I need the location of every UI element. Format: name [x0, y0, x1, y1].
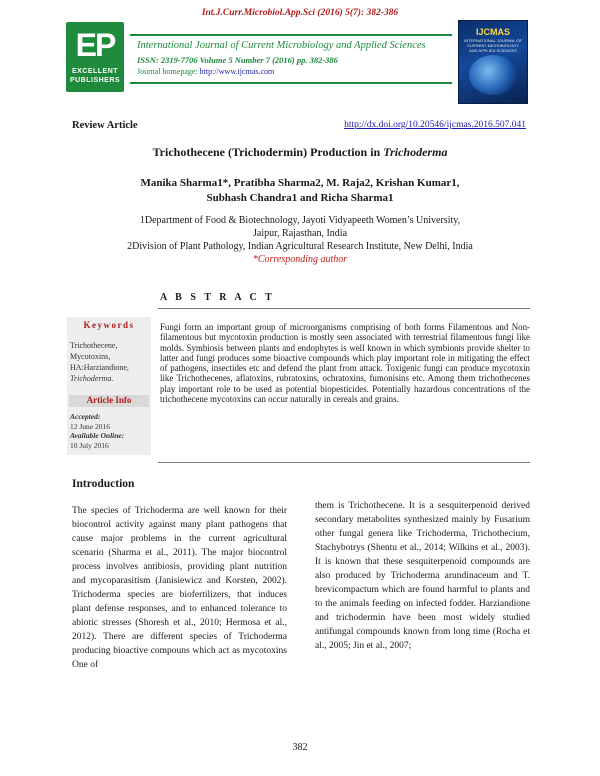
publisher-logo: [66, 22, 124, 92]
title-italic: Trichoderma: [383, 145, 448, 159]
keyword-item: Trichothecene,: [70, 341, 118, 350]
header-rule-top: [130, 34, 452, 36]
title-main: Trichothecene (Trichodermin) Production in: [152, 145, 384, 159]
cover-title: IJCMAS: [475, 27, 510, 37]
keywords-list: [70, 340, 150, 384]
abstract-heading: A B S T R A C T: [160, 292, 275, 303]
keyword-item: Trichoderma.: [70, 374, 114, 383]
logo-line-publishers: PUBLISHERS: [69, 77, 121, 84]
intro-paragraph-right: them is Trichothecene. It is a sesquiterpenoid derived secondary metabolites synthesized mainly by Fusarium other fungal genera like Trichoderma, Trichothecium, Stachybotrys (Shentu et al., 2014; Wilkins et al., 2003). It is known that these sesquiterpenoid compounds are also produced by Trichoderma arundinaceum and T. brevicompactum which are found harmful to plants and to the animals feeding on infected fodder. Harziandione and trichodermin have been most widely studied antifungal compounds known from long time (Rocha et al., 2005; Jin et al., 2007;: [315, 501, 530, 651]
article-info-body: [70, 412, 150, 450]
affiliations: [0, 214, 600, 266]
article-type: Review Article: [72, 120, 138, 131]
journal-homepage: [137, 67, 274, 76]
available-online-date: 10 July 2016: [70, 440, 109, 450]
article-info-heading: Article Info: [69, 395, 149, 407]
paper-title: [0, 145, 600, 160]
abstract-rule-top: [158, 308, 530, 309]
journal-reference: Int.J.Curr.Microbiol.App.Sci (2016) 5(7): 382-386: [201, 8, 399, 18]
keywords-heading: Keywords: [83, 320, 135, 330]
keyword-item: Mycotoxins,: [70, 352, 111, 361]
accepted-label: Accepted:: [70, 412, 101, 421]
keywords-sidebar: [67, 317, 151, 455]
intro-paragraph-left: The species of Trichoderma are well known for their biocontrol activity against many plant pathogens that cause major problems in the current agricultural scenario (Sharma et al., 2011). The major biocontrol process involves antibiosis, providing plant nutrition and mycoparasitism (Janisiewicz and Korsten, 2002). Trichoderma species are biofertilizers, that induces plant defense responses, and to enhanced tolerance to abiotic stresses (Shoresh et al., 2010; Hermosa et al., 2012). There are different species of Trichoderma producing bioactive compouns which act as mycotoxins One of: [72, 506, 287, 670]
available-online-label: Available Online:: [70, 431, 125, 440]
cover-subtitle: INTERNATIONAL JOURNAL OF CURRENT MICROBIOLOGY AND APPLIED SCIENCES: [464, 38, 522, 53]
affiliation-1-line-2: Jaipur, Rajasthan, India: [252, 228, 348, 239]
abstract-body: Fungi form an important group of microorganisms comprising of both forms Filamentous and Non-filamentous but mycotoxin production is mostly seen associated with terrestrial filamentous fungi like molds. Symbiosis between plants and endophytes is well known in which symbionts provide shelter to latter and fungi produces some bioactive compounds which play important role in mitigating the effect of pathogens, insectides etc and defend the plant from attack. Toxigenic fungi can produce mycotoxin like Trichothecenes, aflatoxins, rubratoxins, ochratoxins, fumonisins etc. Among them trichothecenes play important role to be used as potential biopesticides. Potentially hazardous concentrations of the trichothecene mycotoxins can occur naturally in cereals and grains.: [160, 322, 530, 405]
homepage-label: Journal homepage:: [137, 67, 198, 76]
header-rule-bottom: [130, 82, 452, 84]
issn-line: ISSN: 2319-7706 Volume 5 Number 7 (2016) pp. 382-386: [137, 55, 338, 65]
intro-column-left: [72, 504, 287, 672]
keyword-item: HA:Harziandione,: [70, 363, 129, 372]
logo-ep-letters: EP: [75, 27, 115, 63]
journal-name: International Journal of Current Microbiology and Applied Sciences: [137, 40, 426, 51]
abstract-rule-bottom: [158, 462, 530, 463]
doi-link[interactable]: http://dx.doi.org/10.20546/ijcmas.2016.507.041: [344, 120, 526, 130]
author-list: [0, 176, 600, 206]
page-number: 382: [292, 742, 308, 753]
authors-line-1: Manika Sharma1*, Pratibha Sharma2, M. Raja2, Krishan Kumar1,: [140, 177, 460, 189]
introduction-heading: Introduction: [72, 478, 135, 490]
logo-line-excellent: EXCELLENT: [71, 68, 119, 75]
affiliation-2: 2Division of Plant Pathology, Indian Agricultural Research Institute, New Delhi, India: [127, 241, 473, 252]
affiliation-1-line-1: 1Department of Food & Biotechnology, Jayoti Vidyapeeth Women’s University,: [139, 215, 461, 226]
corresponding-author-note: *Corresponding author: [252, 254, 348, 265]
homepage-link[interactable]: http://www.ijcmas.com: [199, 67, 275, 76]
intro-column-right: [315, 499, 530, 653]
journal-cover-image: [458, 20, 528, 104]
cover-artwork: [469, 55, 517, 95]
accepted-date: 12 June 2016: [70, 421, 110, 431]
authors-line-2: Subhash Chandra1 and Richa Sharma1: [206, 192, 394, 204]
